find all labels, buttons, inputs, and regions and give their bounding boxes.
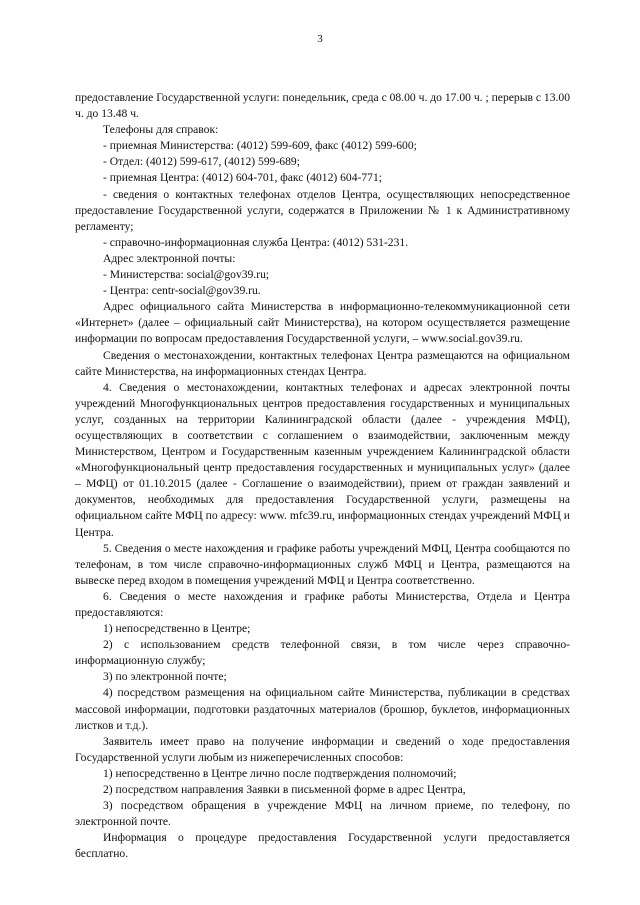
paragraph-phone-helpdesk: - справочно-информационная служба Центра: (4012) 531-231. xyxy=(103,235,409,249)
document-body xyxy=(75,90,570,863)
paragraph-rights-3: 3) посредством обращения в учреждение МФЦ на личном приеме, по телефону, по электронной почте. xyxy=(75,799,570,829)
paragraph-email-heading: Адрес электронной почты: xyxy=(103,251,236,265)
paragraph-rights-2: 2) посредством направления Заявки в письменной форме в адрес Центра, xyxy=(103,783,466,797)
paragraph-phones-heading: Телефоны для справок: xyxy=(103,123,219,137)
paragraph-email-ministry: - Министерства: social@gov39.ru; xyxy=(103,268,270,282)
paragraph-center-info: Сведения о местонахождении, контактных телефонах Центра размещаются на официальном сайте Министерства, на информационных стендах Центра. xyxy=(75,348,570,378)
paragraph-item-4: 4. Сведения о местонахождении, контактных телефонах и адресах электронной почты учреждений Многофункциональных центров предоставления государственных и муниципальных услуг, созданных на территории Калининградской области (далее - учреждения МФЦ), осуществляющих в соответствии с соглашением о взаимодействии, заключенным между Министерством, Центром и Государственным казенным учреждением Калининградской области «Многофункциональный центр предоставления государственных и муниципальных услуг» (далее – МФЦ) от 01.10.2015 (далее - Соглашение о взаимодействии), прием от граждан заявлений и документов, необходимых для предоставления Государственной услуги, размещены на официальном сайте МФЦ по адресу: www. mfc39.ru, информационных стендах учреждений МФЦ и Центра. xyxy=(75,380,570,539)
paragraph-schedule: предоставление Государственной услуги: понедельник, среда с 08.00 ч. до 17.00 ч. ; перерыв с 13.00 ч. до 13.48 ч. xyxy=(75,91,570,121)
paragraph-rights-1: 1) непосредственно в Центре лично после подтверждения полномочий; xyxy=(103,766,457,780)
paragraph-phone-departments-info: - сведения о контактных телефонах отделов Центра, осуществляющих непосредственное предоставление Государственной услуги, содержатся в Приложении № 1 к Административному регламенту; xyxy=(75,187,570,233)
paragraph-method-2: 2) с использованием средств телефонной связи, в том числе через справочно-информационную службу; xyxy=(75,638,570,668)
paragraph-method-4: 4) посредством размещения на официальном сайте Министерства, публикации в средствах массовой информации, подготовки раздаточных материалов (брошюр, буклетов, информационных листков и т.д.). xyxy=(75,686,570,732)
paragraph-method-1: 1) непосредственно в Центре; xyxy=(103,622,251,636)
paragraph-item-5: 5. Сведения о месте нахождения и графике работы учреждений МФЦ, Центра сообщаются по телефонам, в том числе справочно-информационных служб МФЦ и Центра, размещаются на вывеске перед входом в помещения учреждений МФЦ и Центра соответственно. xyxy=(75,541,570,587)
page-number: 3 xyxy=(317,33,323,45)
paragraph-phone-center: - приемная Центра: (4012) 604-701, факс (4012) 604-771; xyxy=(103,171,382,185)
paragraph-applicant-rights: Заявитель имеет право на получение информации и сведений о ходе предоставления Государственной услуги любым из нижеперечисленных способов: xyxy=(75,734,570,764)
paragraph-email-center: - Центра: centr-social@gov39.ru. xyxy=(103,284,261,298)
paragraph-phone-department: - Отдел: (4012) 599-617, (4012) 599-689; xyxy=(103,155,300,169)
paragraph-free-of-charge: Информация о процедуре предоставления Государственной услуги предоставляется бесплатно. xyxy=(75,831,570,861)
paragraph-website: Адрес официального сайта Министерства в информационно-телекоммуникационной сети «Интернет» (далее – официальный сайт Министерства), на котором осуществляется размещение информации по вопросам предоставления Государственной услуги, – www.social.gov39.ru. xyxy=(75,300,570,346)
paragraph-method-3: 3) по электронной почте; xyxy=(103,670,227,684)
paragraph-phone-ministry: - приемная Министерства: (4012) 599-609, факс (4012) 599-600; xyxy=(103,139,417,153)
paragraph-item-6: 6. Сведения о месте нахождения и графике работы Министерства, Отдела и Центра предоставляются: xyxy=(75,589,570,619)
